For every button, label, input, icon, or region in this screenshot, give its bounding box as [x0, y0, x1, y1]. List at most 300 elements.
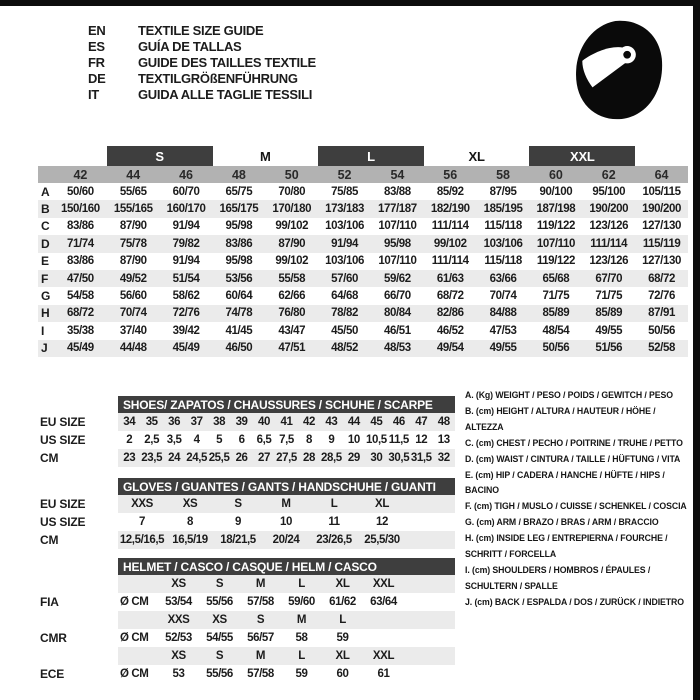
size-group-row — [38, 146, 688, 166]
size-cell: 46 — [392, 416, 405, 428]
size-cell: 10,5 — [365, 434, 387, 446]
size-cell: XXL — [372, 650, 395, 662]
legend-item: B. (cm) HEIGHT / ALTURA / HAUTEUR / HÖHE / ALTEZZA — [465, 405, 656, 433]
row-cells — [118, 413, 455, 431]
legend-item: C. (cm) CHEST / PECHO / POITRINE / TRUHE / PETTO — [465, 437, 683, 449]
size-cell: 61 — [377, 668, 390, 680]
size-cell: 9 — [235, 516, 241, 528]
size-cell: 60 — [336, 668, 349, 680]
size-cell: 64/68 — [331, 290, 358, 303]
row-cells — [118, 647, 455, 665]
size-cell: 72/76 — [648, 290, 675, 303]
language-code: ES — [88, 38, 105, 54]
table-row — [40, 611, 455, 629]
size-cell: 50/60 — [67, 185, 94, 198]
row-label: EU SIZE — [40, 497, 86, 511]
size-cell: 62/66 — [278, 290, 306, 303]
size-cell: 7 — [139, 516, 145, 528]
size-cell: 190/200 — [642, 203, 681, 216]
helmet-rows — [40, 575, 455, 683]
table-row — [38, 218, 688, 235]
size-cell: 6,5 — [256, 434, 272, 446]
size-cell: 52/53 — [165, 632, 192, 644]
row-letter: E — [41, 254, 50, 269]
row-label: ECE — [40, 667, 65, 681]
size-cell: 26 — [235, 452, 248, 464]
size-cell: 74/78 — [225, 307, 253, 320]
size-cell: 42 — [302, 416, 315, 428]
row-label: EU SIZE — [40, 415, 86, 429]
size-cell: 36 — [168, 416, 181, 428]
row-letter: G — [41, 289, 51, 304]
size-cell: XS — [171, 650, 186, 662]
size-cell: 60/70 — [172, 185, 200, 198]
size-cell: 34 — [123, 416, 136, 428]
row-cells — [118, 593, 455, 611]
size-cell: 8 — [305, 434, 312, 446]
size-cell: 37 — [190, 416, 203, 428]
size-cell — [363, 611, 404, 629]
size-cell: 79/82 — [172, 237, 200, 250]
size-cell: 72/76 — [172, 307, 200, 320]
row-label: US SIZE — [40, 515, 86, 529]
row-cells — [118, 513, 455, 531]
row-letter: F — [41, 271, 49, 286]
size-cell: 23,5 — [141, 452, 163, 464]
size-cell: 99/102 — [433, 237, 467, 250]
size-cell: 54/58 — [67, 290, 94, 303]
size-cell: 41 — [280, 416, 293, 428]
size-cell: 53 — [172, 668, 185, 680]
row-letter: B — [41, 202, 50, 217]
size-number: 48 — [231, 167, 246, 182]
size-cell: 27 — [258, 452, 271, 464]
size-cell: 48/54 — [542, 324, 570, 337]
gloves-section-title: GLOVES / GUANTES / GANTS / HANDSCHUHE / GUANTI — [118, 478, 455, 495]
size-cell: 55/65 — [119, 185, 147, 198]
size-cell: 23 — [123, 452, 136, 464]
size-cell: 55/58 — [278, 272, 306, 285]
size-cell: 13 — [437, 434, 450, 446]
language-row — [88, 70, 316, 86]
size-cell: 155/165 — [113, 203, 153, 216]
size-cell: S — [256, 614, 265, 626]
row-letter: J — [41, 341, 48, 356]
size-number-row — [38, 166, 688, 183]
size-cell: 51/54 — [172, 272, 200, 285]
size-cell: 30 — [370, 452, 383, 464]
size-cell: 66/70 — [384, 290, 411, 303]
size-cell: 20/24 — [272, 534, 300, 546]
size-cell: XS — [171, 578, 186, 590]
size-cell: 150/160 — [61, 203, 100, 216]
size-cell: 65/75 — [225, 185, 253, 198]
size-cell: 28 — [302, 452, 315, 464]
legend-item: A. (Kg) WEIGHT / PESO / POIDS / GEWITCH / PESO — [465, 390, 673, 401]
size-cell: Ø CM — [120, 596, 149, 608]
size-cell: 28,5 — [321, 452, 342, 464]
size-number: 44 — [126, 167, 141, 182]
size-cell: M — [255, 650, 266, 662]
row-label — [40, 647, 118, 665]
size-cell: 41/45 — [225, 324, 253, 337]
size-cell: 4 — [193, 434, 200, 446]
size-number: 62 — [601, 167, 616, 182]
table-row — [38, 270, 688, 287]
size-cell: 29 — [347, 452, 360, 464]
row-letter: H — [41, 306, 50, 321]
size-cell: 82/86 — [436, 307, 464, 320]
size-cell — [118, 611, 158, 629]
size-cell: 80/84 — [384, 307, 411, 320]
legend-item: F. (cm) TIGH / MUSLO / CUISSE / SCHENKEL / COSCIA — [465, 501, 687, 513]
size-cell: L — [330, 498, 338, 510]
size-cell: L — [298, 650, 305, 662]
table-row — [40, 413, 455, 431]
size-cell: 43 — [325, 416, 338, 428]
size-cell: 59 — [295, 668, 308, 680]
size-number: 60 — [548, 167, 563, 182]
size-cell: 103/106 — [325, 255, 364, 268]
table-row — [38, 253, 688, 270]
language-title: TEXTILGRÖßENFÜHRUNG — [138, 70, 298, 86]
size-cell: 10 — [347, 434, 360, 446]
size-cell: 127/130 — [642, 255, 681, 268]
size-cell: S — [234, 498, 242, 510]
size-cell: 95/98 — [384, 237, 411, 250]
row-label: CM — [40, 533, 59, 547]
row-cells — [118, 531, 455, 549]
size-cell: 44 — [347, 416, 360, 428]
language-row — [88, 54, 316, 70]
size-cell: 59/60 — [288, 596, 315, 608]
size-cell: 5 — [216, 434, 223, 446]
size-cell: 12 — [376, 516, 388, 528]
size-cell: 70/80 — [278, 185, 306, 198]
size-cell: 70/74 — [489, 290, 517, 303]
size-cell: 177/187 — [378, 203, 417, 216]
size-cell: 61/63 — [436, 272, 464, 285]
table-row — [38, 305, 688, 322]
size-cell: 99/102 — [275, 255, 309, 268]
table-row — [38, 322, 688, 339]
top-border — [0, 0, 700, 6]
size-cell: 12 — [415, 434, 428, 446]
size-cell: 91/94 — [172, 220, 200, 233]
size-cell: 56/57 — [247, 632, 274, 644]
size-cell: 40 — [258, 416, 271, 428]
size-cell: XL — [335, 650, 350, 662]
size-cell: 45 — [370, 416, 383, 428]
table-row — [38, 235, 688, 252]
size-cell: Ø CM — [120, 668, 149, 680]
table-row — [40, 647, 455, 665]
size-cell: 85/89 — [595, 307, 623, 320]
size-cell: 2,5 — [144, 434, 160, 446]
size-cell: 111/114 — [590, 237, 628, 250]
size-number: 52 — [337, 167, 352, 182]
size-cell: 47/53 — [489, 324, 517, 337]
language-title: GUIDE DES TAILLES TEXTILE — [138, 54, 316, 70]
size-cell: 83/88 — [384, 185, 411, 198]
shoes-section — [40, 396, 455, 467]
row-cells — [118, 495, 455, 513]
table-row — [40, 431, 455, 449]
size-cell: 160/170 — [166, 203, 206, 216]
size-cell: 25,5/30 — [364, 534, 400, 546]
size-cell: 119/122 — [536, 220, 575, 233]
size-cell: 83/86 — [67, 220, 94, 233]
size-cell: 54/55 — [206, 632, 233, 644]
size-cell: 111/114 — [431, 220, 469, 233]
size-cell: 35/38 — [67, 324, 94, 337]
size-cell: 46/50 — [225, 342, 253, 355]
size-cell: 91/94 — [331, 237, 358, 250]
size-cell: 71/75 — [542, 290, 570, 303]
language-row — [88, 22, 316, 38]
table-row — [40, 495, 455, 513]
legend-item: G. (cm) ARM / BRAZO / BRAS / ARM / BRACCIO — [465, 517, 659, 529]
row-letter: C — [41, 219, 50, 234]
size-cell: 87/91 — [648, 307, 675, 320]
size-cell: 48 — [437, 416, 450, 428]
size-number: 42 — [73, 167, 88, 182]
textile-size-table — [38, 146, 688, 357]
table-row — [38, 340, 688, 357]
row-cells — [118, 575, 455, 593]
size-cell: 107/110 — [378, 255, 417, 268]
size-cell — [118, 575, 158, 593]
helmet-section — [40, 558, 455, 683]
size-cell: 11 — [328, 516, 340, 528]
size-cell: 49/54 — [436, 342, 464, 355]
size-cell: 60/64 — [225, 290, 253, 303]
size-cell: 182/190 — [430, 203, 470, 216]
size-cell: M — [255, 578, 266, 590]
size-cell: 76/80 — [278, 307, 306, 320]
size-cell: 10 — [280, 516, 292, 528]
size-cell: 52/58 — [648, 342, 675, 355]
size-cell: 35 — [145, 416, 158, 428]
size-cell: 24,5 — [186, 452, 208, 464]
size-cell: 49/52 — [119, 272, 147, 285]
language-code: DE — [88, 70, 106, 86]
size-cell: 71/74 — [67, 237, 94, 250]
size-data-rows — [38, 183, 688, 357]
size-cell: 68/72 — [436, 290, 464, 303]
size-cell: 65/68 — [542, 272, 570, 285]
size-cell: 115/118 — [484, 255, 522, 268]
size-cell: 7,5 — [279, 434, 294, 446]
size-cell: XL — [335, 578, 350, 590]
size-cell: 45/50 — [331, 324, 358, 337]
legend-item: D. (cm) WAIST / CINTURA / TAILLE / HÜFTUNG / VITA — [465, 453, 681, 465]
language-title: GUIDA ALLE TAGLIE TESSILI — [138, 86, 313, 102]
size-cell: XS — [182, 498, 198, 510]
size-cell: S — [215, 650, 224, 662]
size-cell: 127/130 — [642, 220, 681, 233]
size-cell: 44/48 — [119, 342, 147, 355]
row-label: US SIZE — [40, 433, 86, 447]
size-cell: 68/72 — [67, 307, 94, 320]
size-cell — [118, 647, 158, 665]
size-cell: 37/40 — [119, 324, 147, 337]
row-cells — [118, 431, 455, 449]
size-cell: 115/118 — [484, 220, 522, 233]
size-cell: 3,5 — [166, 434, 182, 446]
size-cell: 103/106 — [325, 220, 364, 233]
legend-item: E. (cm) HIP / CADERA / HANCHE / HÜFTE / HIPS / BACINO — [465, 469, 665, 497]
size-cell: 50/56 — [648, 324, 675, 337]
size-cell: 103/106 — [483, 237, 523, 250]
size-cell: 58/62 — [172, 290, 200, 303]
size-cell: 63/64 — [370, 596, 397, 608]
size-cell: 45/49 — [67, 342, 94, 355]
table-row — [40, 531, 455, 549]
size-cell: XXL — [372, 578, 395, 590]
size-cell: 48/52 — [331, 342, 358, 355]
size-cell: 107/110 — [378, 220, 417, 233]
size-cell: 11,5 — [388, 434, 409, 446]
right-border — [693, 0, 700, 700]
size-cell: 56/60 — [119, 290, 147, 303]
size-cell: 173/183 — [325, 203, 364, 216]
size-number: 64 — [654, 167, 669, 182]
table-row — [40, 575, 455, 593]
size-number: 50 — [284, 167, 299, 182]
size-cell: 87/90 — [119, 255, 147, 268]
language-row — [88, 86, 316, 102]
size-cell: 6 — [238, 434, 245, 446]
size-cell: 70/74 — [119, 307, 147, 320]
size-cell: M — [281, 498, 291, 510]
size-cell: 67/70 — [595, 272, 623, 285]
language-title: GUÍA DE TALLAS — [138, 38, 242, 54]
size-group-xl: XL — [468, 148, 485, 164]
size-cell: 18/21,5 — [220, 534, 256, 546]
size-cell: XS — [212, 614, 227, 626]
size-cell: 75/78 — [119, 237, 147, 250]
size-cell: 46/51 — [384, 324, 411, 337]
size-cell: 57/58 — [247, 668, 274, 680]
size-cell: 25,5 — [208, 452, 230, 464]
size-cell: 63/66 — [489, 272, 517, 285]
size-cell: 57/60 — [331, 272, 358, 285]
row-label: FIA — [40, 595, 59, 609]
row-cells — [118, 665, 455, 683]
row-letter: I — [41, 323, 45, 338]
size-cell: 16,5/19 — [172, 534, 208, 546]
size-cell: M — [296, 614, 307, 626]
row-label: CMR — [40, 631, 67, 645]
size-cell: 123/126 — [589, 255, 629, 268]
size-cell: 49/55 — [489, 342, 517, 355]
size-group-s: S — [107, 146, 213, 166]
size-cell: 83/86 — [225, 237, 253, 250]
size-cell: 87/95 — [489, 185, 517, 198]
size-cell: 85/89 — [542, 307, 570, 320]
size-cell: 12,5/16,5 — [119, 534, 165, 546]
size-cell: 39 — [235, 416, 248, 428]
row-label: CM — [40, 451, 59, 465]
size-cell: 71/75 — [595, 290, 623, 303]
size-cell: 57/58 — [247, 596, 274, 608]
size-cell: 32 — [437, 452, 450, 464]
size-cell: 48/53 — [384, 342, 411, 355]
gloves-rows — [40, 495, 455, 549]
size-number-spacer — [38, 166, 54, 183]
size-cell: 87/90 — [119, 220, 147, 233]
size-cell: 87/90 — [278, 237, 306, 250]
legend-item: I. (cm) SHOULDERS / HOMBROS / ÉPAULES / SCHULTERN / SPALLE — [465, 564, 651, 592]
legend-item: J. (cm) BACK / ESPALDA / DOS / ZURÜCK / INDIETRO — [465, 596, 684, 608]
helmet-section-title: HELMET / CASCO / CASQUE / HELM / CASCO — [118, 558, 455, 575]
size-cell: 31,5 — [410, 452, 432, 464]
size-cell: 49/55 — [595, 324, 623, 337]
size-cell: 99/102 — [275, 220, 309, 233]
size-cell: XXS — [131, 498, 153, 510]
language-code: EN — [88, 22, 106, 38]
size-cell: 107/110 — [536, 237, 575, 250]
size-cell: 50/56 — [542, 342, 570, 355]
size-cell: 9 — [328, 434, 335, 446]
table-row — [40, 629, 455, 647]
size-cell: 47/51 — [278, 342, 306, 355]
size-cell: 165/175 — [219, 203, 259, 216]
measurement-legend — [465, 388, 693, 611]
row-label — [40, 611, 118, 629]
table-row — [40, 449, 455, 467]
table-row — [40, 513, 455, 531]
size-cell: 59/62 — [384, 272, 411, 285]
size-cell: S — [215, 578, 224, 590]
size-cell: 47 — [415, 416, 428, 428]
size-cell: 90/100 — [539, 185, 573, 198]
size-cell: 55/56 — [206, 668, 233, 680]
gloves-section — [40, 478, 455, 549]
size-cell: 190/200 — [589, 203, 629, 216]
size-number: 56 — [443, 167, 458, 182]
size-group-m: M — [260, 148, 271, 164]
size-cell: L — [298, 578, 305, 590]
size-group-xxl: XXL — [529, 146, 635, 166]
size-cell: Ø CM — [120, 632, 149, 644]
table-row — [38, 200, 688, 217]
size-cell: 30,5 — [388, 452, 410, 464]
size-cell: 23/26,5 — [316, 534, 352, 546]
size-cell: 95/100 — [592, 185, 626, 198]
row-cells — [118, 611, 455, 629]
size-cell: 24 — [168, 452, 181, 464]
size-cell: 83/86 — [67, 255, 94, 268]
helmet-logo-icon — [572, 18, 666, 122]
size-cell: 187/198 — [536, 203, 576, 216]
size-group-spacer — [38, 146, 107, 166]
language-title-list — [88, 22, 316, 102]
size-cell: 115/119 — [642, 237, 681, 250]
size-group-spacer — [635, 146, 688, 166]
row-cells — [118, 629, 455, 647]
size-cell: 123/126 — [589, 220, 629, 233]
size-cell: 39/42 — [172, 324, 200, 337]
size-cell: 95/98 — [225, 220, 253, 233]
size-cell — [363, 629, 404, 647]
shoes-rows — [40, 413, 455, 467]
size-cell: 170/180 — [272, 203, 312, 216]
size-cell: 8 — [187, 516, 193, 528]
size-cell: 58 — [295, 632, 308, 644]
size-cell: 47/50 — [67, 272, 94, 285]
